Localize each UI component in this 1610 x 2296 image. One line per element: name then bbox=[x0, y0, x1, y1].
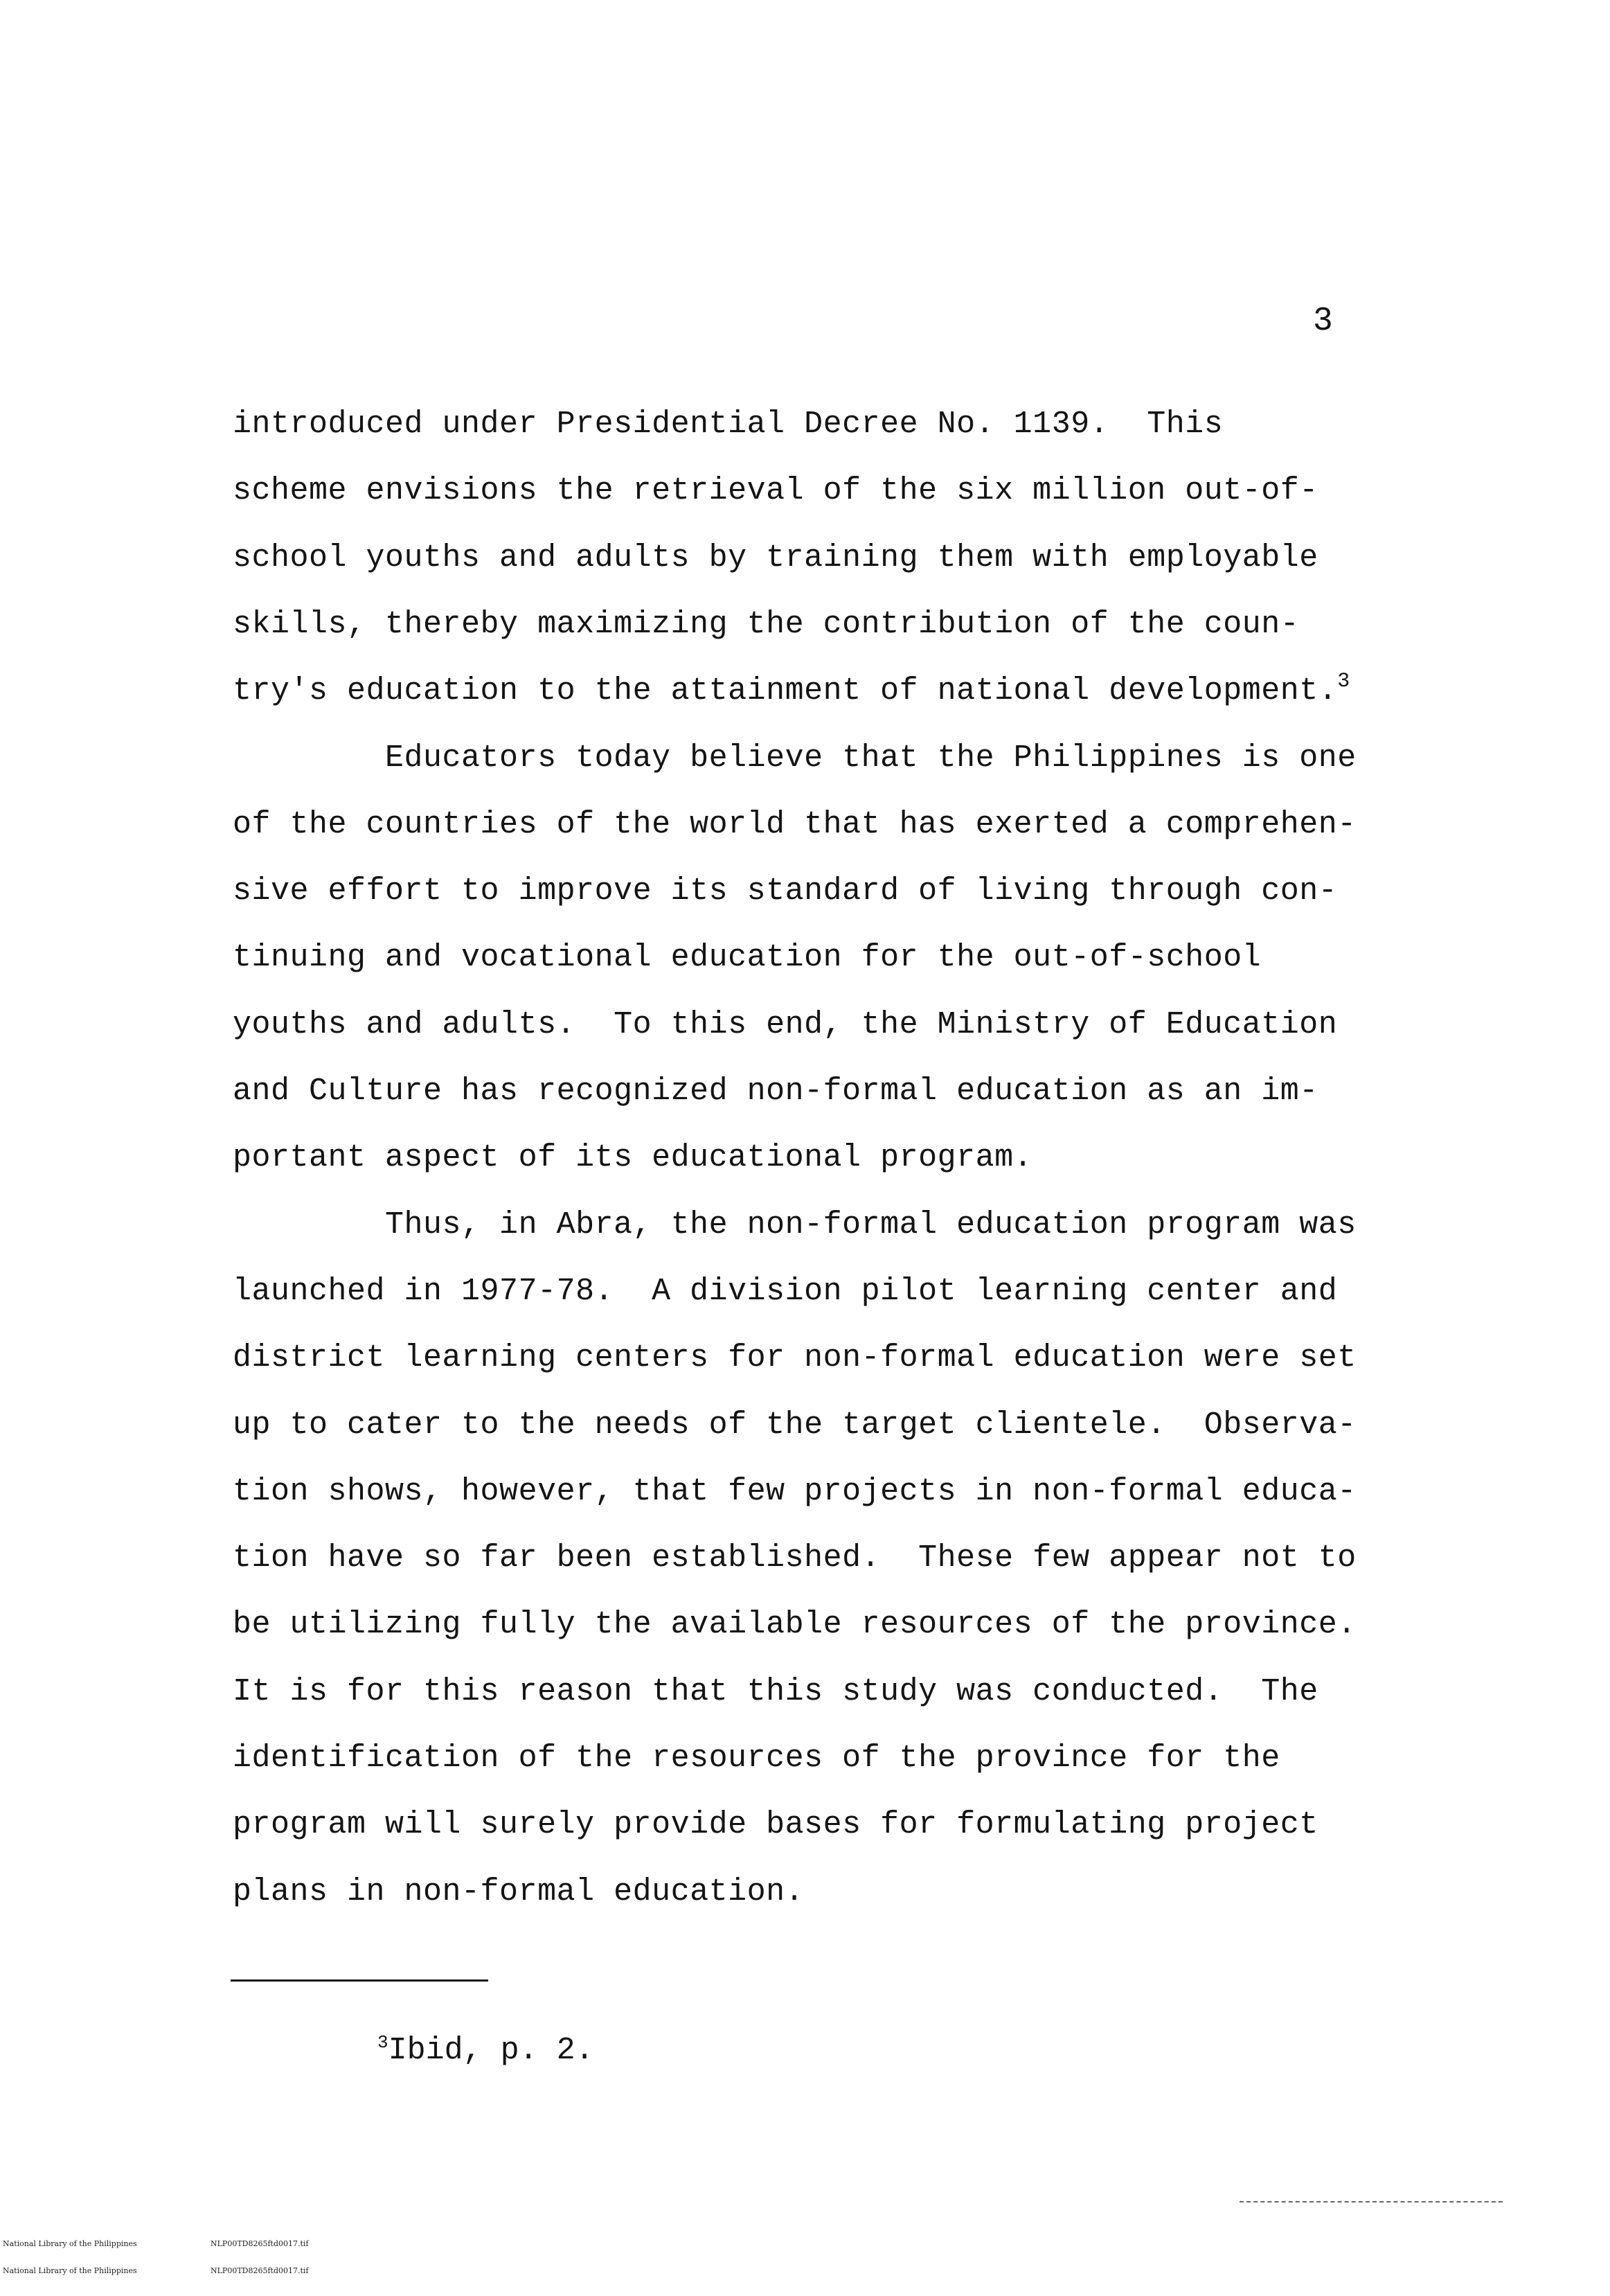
stamp-library-1: National Library of the Philippines bbox=[3, 2239, 137, 2248]
body-line: identification of the resources of the province for the bbox=[233, 1741, 1280, 1776]
body-line: up to cater to the needs of the target clientele. Observa- bbox=[233, 1407, 1357, 1443]
stamp-file-2: NLP00TD8265ftd0017.tif bbox=[211, 2266, 309, 2275]
body-line: youths and adults. To this end, the Ministry of Education bbox=[233, 1006, 1338, 1042]
body-line: tion shows, however, that few projects in non-formal educa- bbox=[233, 1473, 1357, 1509]
stamp-file-1: NLP00TD8265ftd0017.tif bbox=[211, 2239, 309, 2248]
body-line: portant aspect of its educational program. bbox=[233, 1140, 1033, 1176]
scan-artifact-dashes bbox=[1240, 2201, 1503, 2202]
body-line: district learning centers for non-formal education were set bbox=[233, 1340, 1357, 1376]
body-line: school youths and adults by training them with employable bbox=[233, 540, 1318, 576]
body-line: and Culture has recognized non-formal education as an im- bbox=[233, 1074, 1318, 1109]
body-line: plans in non-formal education. bbox=[233, 1874, 805, 1910]
stamp-library-2: National Library of the Philippines bbox=[3, 2266, 137, 2275]
body-line: It is for this reason that this study was conducted. The bbox=[233, 1673, 1318, 1709]
body-line: be utilizing fully the available resources of the province. bbox=[233, 1607, 1357, 1643]
page-number: 3 bbox=[1313, 303, 1333, 340]
body-line: Educators today believe that the Philippines is one bbox=[233, 740, 1357, 776]
body-line: skills, thereby maximizing the contribution of the coun- bbox=[233, 606, 1300, 642]
body-line: scheme envisions the retrieval of the six million out-of- bbox=[233, 473, 1318, 509]
body-line: try's education to the attainment of national development.$^3$ bbox=[233, 670, 1350, 709]
footnote-text: Ibid, p. 2. bbox=[388, 2033, 594, 2068]
library-stamp bbox=[3, 2221, 309, 2293]
footnote-divider bbox=[231, 1979, 488, 1982]
footnote-reference: 3 bbox=[1337, 670, 1350, 694]
body-line: introduced under Presidential Decree No. 1139. This bbox=[233, 407, 1224, 442]
body-line: Thus, in Abra, the non-formal education program was bbox=[233, 1207, 1357, 1243]
body-line: of the countries of the world that has exerted a comprehen- bbox=[233, 806, 1357, 842]
body-line: sive effort to improve its standard of living through con- bbox=[233, 873, 1338, 909]
body-line: launched in 1977-78. A division pilot learning center and bbox=[233, 1273, 1338, 1309]
body-line: tinuing and vocational education for the out-of-school bbox=[233, 940, 1262, 976]
body-line: tion have so far been established. These few appear not to bbox=[233, 1540, 1357, 1576]
footnote bbox=[377, 2033, 594, 2068]
body-line: program will surely provide bases for formulating project bbox=[233, 1807, 1318, 1843]
footnote-number: 3 bbox=[377, 2032, 388, 2053]
